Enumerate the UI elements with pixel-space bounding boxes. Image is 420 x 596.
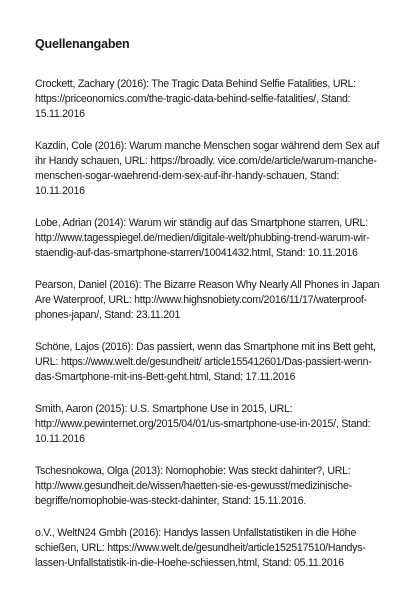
reference-item: Lobe, Adrian (2014): Warum wir ständig auf das Smartphone starren, URL: http://www.tagesspiegel.de/medien/digitale-welt/phubbing-trend-warum-wir-staendig-auf-das-smartphone-starren/10041432.html, Stand: 10.11.2016 [35,217,370,259]
reference-item: Pearson, Daniel (2016): The Bizarre Reason Why Nearly All Phones in Japan Are Waterproof, URL: http://www.highsnobiety.com/2016/11/17/waterproof-phones-japan/, Stand: 23.11.201 [35,279,380,321]
reference-item: Tschesnokowa, Olga (2013): Nomophobie: Was steckt dahinter?, URL: http://www.gesundheit.de/wissen/haetten-sie-es-gewusst/medizinische-begriffe/nomophobie-was-steckt-dahinter, Stand: 15.11.2016. [35,465,352,507]
reference-item: Crockett, Zachary (2016): The Tragic Data Behind Selfie Fatalities, URL: https://priceonomics.com/the-tragic-data-behind-selfie-fatalities/, Stand: 15.11.2016 [35,78,356,120]
reference-item: Schöne, Lajos (2016): Das passiert, wenn das Smartphone mit ins Bett geht, URL: https://www.welt.de/gesundheit/ article155412601/Das-passiert-wenn-das-Smartphone-mit-ins-Bett-geht.html, Stand: 17.11.2016 [35,341,376,383]
reference-item: Smith, Aaron (2015): U.S. Smartphone Use in 2015, URL: http://www.pewinternet.org/2015/04/01/us-smartphone-use-in-2015/, Stand: 10.11.2016 [35,403,371,445]
reference-item: Kazdin, Cole (2016): Warum manche Menschen sogar während dem Sex auf ihr Handy schauen, URL: https://broadly. vice.com/de/article/warum-manche-menschen-sogar-waehrend-dem-sex-auf-ihr-handy-schauen, Stand: 10.11.2016 [35,140,380,197]
reference-list [35,77,390,571]
document-page [35,36,390,588]
reference-item: o.V., WeltN24 Gmbh (2016): Handys lassen Unfallstatistiken in die Höhe schießen, URL: https://www.welt.de/gesundheit/article152517510/Handys-lassen-Unfallstatistik-in-die-Hoehe-schiessen.html, Stand: 05.11.2016 [35,527,366,569]
page-title: Quellenangaben [35,37,130,51]
